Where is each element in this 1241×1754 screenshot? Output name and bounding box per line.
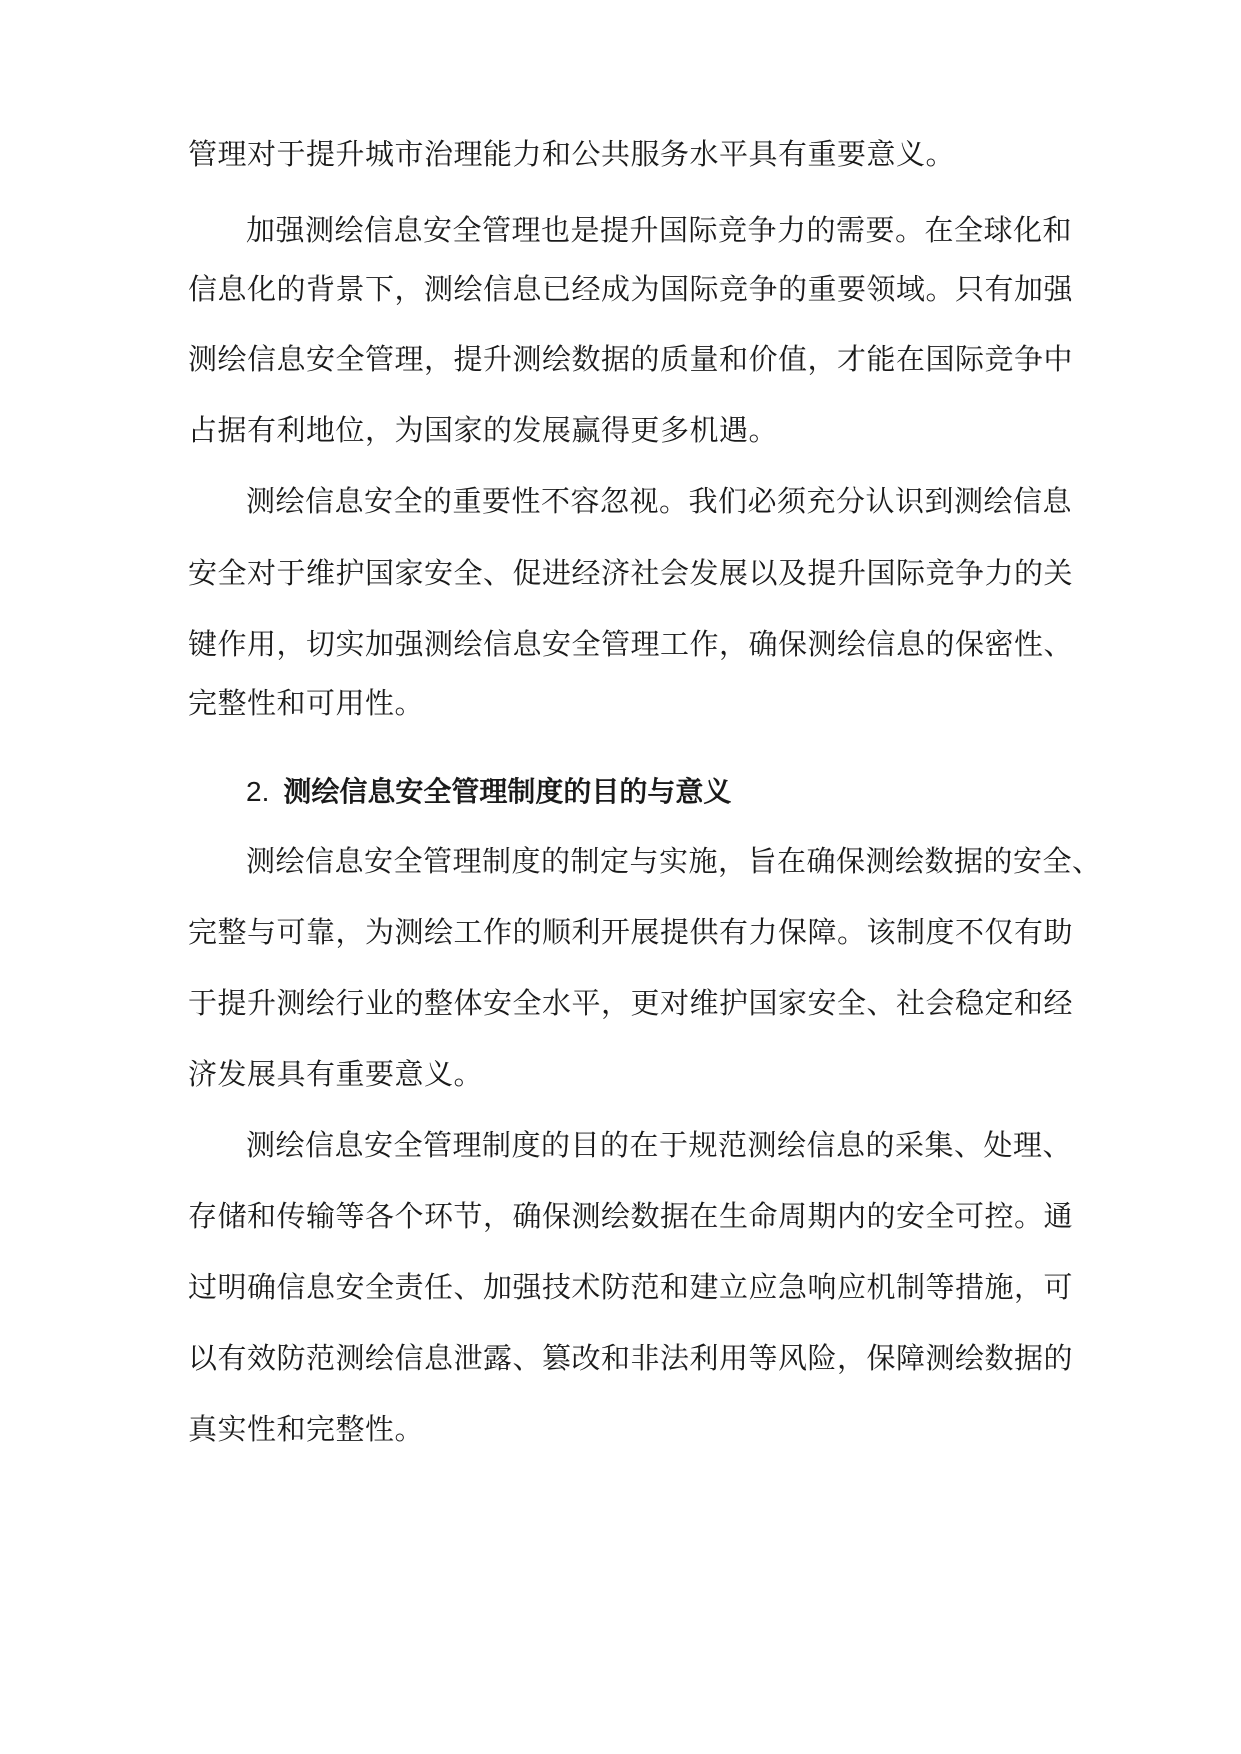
paragraph-3-line-2: 安全对于维护国家安全、促进经济社会发展以及提升国际竞争力的关 [188,556,1074,590]
paragraph-3-line-1: 测绘信息安全的重要性不容忽视。我们必须充分认识到测绘信息 [246,484,1073,518]
paragraph-5-line-3: 过明确信息安全责任、加强技术防范和建立应急响应机制等措施，可 [188,1270,1074,1304]
paragraph-4-line-1: 测绘信息安全管理制度的制定与实施，旨在确保测绘数据的安全、 [246,844,1102,878]
paragraph-5-line-2: 存储和传输等各个环节，确保测绘数据在生命周期内的安全可控。通 [188,1199,1074,1233]
paragraph-1-line-1: 管理对于提升城市治理能力和公共服务水平具有重要意义。 [188,137,956,171]
paragraph-3-line-4: 完整性和可用性。 [188,686,425,720]
paragraph-5-line-5: 真实性和完整性。 [188,1412,425,1446]
paragraph-2-line-4: 占据有利地位，为国家的发展赢得更多机遇。 [188,413,779,447]
paragraph-4-line-3: 于提升测绘行业的整体安全水平，更对维护国家安全、社会稳定和经 [188,986,1074,1020]
paragraph-2-line-3: 测绘信息安全管理，提升测绘数据的质量和价值，才能在国际竞争中 [188,342,1074,376]
section-heading [246,772,1046,812]
paragraph-5-line-4: 以有效防范测绘信息泄露、篡改和非法利用等风险，保障测绘数据的 [188,1341,1074,1375]
paragraph-4-line-2: 完整与可靠，为测绘工作的顺利开展提供有力保障。该制度不仅有助 [188,915,1074,949]
section-title: 测绘信息安全管理制度的目的与意义 [283,775,732,808]
paragraph-2-line-1: 加强测绘信息安全管理也是提升国际竞争力的需要。在全球化和 [246,213,1073,247]
paragraph-4-line-4: 济发展具有重要意义。 [188,1057,484,1091]
section-number: 2. [246,776,270,807]
paragraph-3-line-3: 键作用，切实加强测绘信息安全管理工作，确保测绘信息的保密性、 [188,627,1074,661]
paragraph-2-line-2: 信息化的背景下，测绘信息已经成为国际竞争的重要领域。只有加强 [188,272,1074,306]
paragraph-5-line-1: 测绘信息安全管理制度的目的在于规范测绘信息的采集、处理、 [246,1128,1073,1162]
